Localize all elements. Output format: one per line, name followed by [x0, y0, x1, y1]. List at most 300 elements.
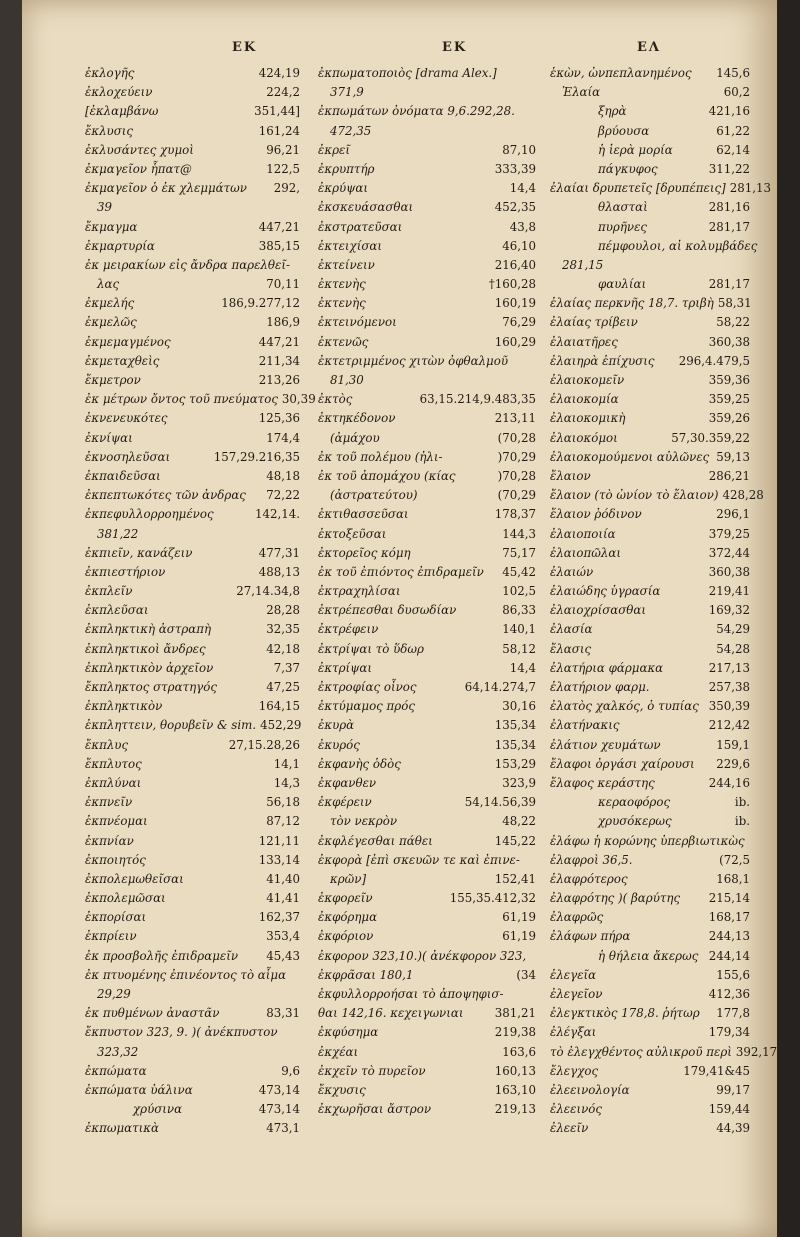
- index-entry: [85, 122, 300, 141]
- index-entry: [318, 390, 536, 409]
- entry-reference: 63,15.214,9.483,35: [419, 392, 536, 407]
- entry-term: ἐκπιεστήριον: [85, 564, 166, 579]
- entry-term: πάγκυφος: [598, 161, 658, 176]
- entry-term: πυρῆνες: [598, 219, 648, 234]
- entry-reference: )70,29: [497, 449, 536, 464]
- index-entry: [550, 947, 750, 966]
- entry-reference: 14,3: [273, 775, 300, 790]
- entry-term: ἐκσκευάσασθαι: [318, 200, 414, 215]
- index-entry: [550, 467, 750, 486]
- entry-term: ἐκπληκτικὴ ἀστραπὴ: [85, 622, 212, 637]
- entry-term: ἐλαφροὶ 36,5.: [550, 852, 633, 867]
- index-entry: [318, 678, 536, 697]
- index-entry: [318, 870, 536, 889]
- entry-term: ἐκπληττειν, θορυβεῖν & sim.: [85, 718, 257, 733]
- entry-reference: (72,5: [719, 852, 750, 867]
- index-entry: [85, 755, 300, 774]
- entry-reference: 145,22: [494, 833, 536, 848]
- entry-reference: 381,21: [494, 1006, 536, 1021]
- entry-term: ἐλάφω ἡ κορώνης ὑπερβιωτικὼς: [550, 833, 745, 848]
- index-entry: [318, 448, 536, 467]
- entry-reference: 473,14: [258, 1082, 300, 1097]
- entry-reference: 58,31: [717, 296, 752, 311]
- entry-term: ἐκτηκέδονον: [318, 411, 396, 426]
- entry-term: ἐκφυλλορροήσαι τὸ ἀποψηφισ-: [318, 987, 504, 1001]
- entry-reference: 351,44]: [254, 104, 300, 119]
- index-entry: [318, 601, 536, 620]
- index-entry: [318, 1023, 536, 1042]
- entry-term: λας: [97, 277, 120, 292]
- index-entry: [85, 620, 300, 639]
- entry-term: ἐκρύψαι: [318, 181, 369, 196]
- index-entry: [318, 352, 536, 371]
- entry-reference: 159,44: [708, 1102, 750, 1117]
- index-entry: [85, 563, 300, 582]
- entry-reference: (34: [516, 967, 536, 982]
- entry-term: ἐκμελής: [85, 296, 135, 311]
- entry-reference: 145,6: [716, 66, 750, 80]
- entry-reference: 160,29: [494, 334, 536, 349]
- entry-reference: )70,28: [497, 468, 536, 483]
- index-entry: [85, 525, 300, 544]
- entry-term: ἐκφόρημα: [318, 910, 378, 925]
- index-entry: [318, 1004, 536, 1023]
- index-entry: [550, 908, 750, 927]
- entry-term: ἔλαφοι ὀργάσι χαίρουσι: [550, 756, 695, 771]
- index-entry: [550, 179, 771, 198]
- entry-reference: 296,1: [716, 507, 750, 522]
- entry-term: ἐκτραχηλίσαι: [318, 584, 401, 599]
- entry-term: ἐκτρέφειν: [318, 622, 379, 637]
- entry-term: ἐλαιοκομούμενοι αὐλῶνες: [550, 449, 710, 464]
- entry-term: ἐκτορεῖος κόμη: [318, 545, 411, 560]
- index-entry: [85, 390, 316, 409]
- entry-term: ἐκπωματικὰ: [85, 1121, 159, 1136]
- index-entry: [550, 294, 750, 313]
- index-entry: [318, 620, 536, 639]
- index-entry: [85, 1023, 300, 1042]
- index-entry: [85, 659, 300, 678]
- entry-reference: 160,19: [494, 296, 536, 311]
- entry-reference: 159,1: [716, 737, 750, 752]
- entry-reference: 213,11: [494, 411, 536, 426]
- entry-term: ἐκμαγεῖον ἧπατ@: [85, 161, 192, 176]
- entry-term: (ἀστρατεύτου): [330, 488, 418, 503]
- index-entry: [318, 83, 536, 102]
- entry-reference: 121,11: [258, 833, 300, 848]
- entry-term: ἐλαιοκομικὴ: [550, 411, 626, 426]
- index-entry: [85, 697, 300, 716]
- entry-term: ἐκπώματα ὑάλινα: [85, 1082, 193, 1097]
- entry-reference: 168,1: [716, 871, 750, 886]
- entry-reference: 311,22: [708, 161, 750, 176]
- entry-term: ἔκλυσις: [85, 123, 133, 138]
- entry-term: ἐκφλέγεσθαι πάθει: [318, 833, 433, 848]
- entry-reference: 163,6: [502, 1044, 536, 1059]
- entry-term: ἐκνίψαι: [85, 430, 133, 445]
- entry-term: ἐκπληκτικὸν: [85, 699, 163, 714]
- entry-reference: 76,29: [502, 315, 536, 330]
- entry-reference: 244,13: [708, 929, 750, 944]
- entry-reference: 473,1: [266, 1121, 300, 1136]
- entry-term: ἐλεεινολογία: [550, 1082, 630, 1097]
- entry-reference: 219,13: [494, 1102, 536, 1117]
- entry-term: [ἐκλαμβάνω: [85, 104, 159, 119]
- entry-reference: 32,35: [266, 622, 300, 637]
- index-entry: [85, 966, 300, 985]
- entry-reference: 57,30.359,22: [671, 430, 750, 445]
- index-entry: [85, 371, 300, 390]
- entry-reference: 153,29: [494, 756, 536, 771]
- entry-reference: 54,28: [716, 641, 750, 656]
- entry-term: ἐλαίας περκνῆς 18,7. τριβὴ: [550, 296, 714, 311]
- index-entry: [550, 429, 750, 448]
- index-entry: [85, 774, 300, 793]
- index-entry: [318, 793, 536, 812]
- entry-term: ἐκφύσημα: [318, 1025, 379, 1040]
- entry-term: ἐκτὸς: [318, 392, 353, 407]
- entry-term: ἐκ πτυομένης ἐπινέοντος τὸ αἷμα: [85, 967, 287, 982]
- entry-reference: 244,14: [708, 948, 750, 963]
- index-entry: [550, 774, 750, 793]
- entry-reference: 56,18: [266, 795, 300, 810]
- index-entry: [550, 620, 750, 639]
- entry-term: ἐκπνεῖν: [85, 795, 133, 810]
- entry-reference: 48,18: [266, 468, 300, 483]
- entry-term: ἐκτροφίας οἶνος: [318, 680, 417, 694]
- index-entry: [318, 333, 536, 352]
- entry-reference: 47,25: [266, 680, 300, 694]
- entry-term: ἐκπωματοποιὸς [drama Alex.]: [318, 66, 497, 80]
- index-entry: [550, 601, 750, 620]
- entry-term: ἐκλυσάντες χυμοὶ: [85, 142, 194, 157]
- index-entry: [85, 812, 300, 831]
- index-entry: [85, 870, 300, 889]
- entry-reference: 122,5: [266, 161, 300, 176]
- entry-reference: 125,36: [258, 411, 300, 426]
- index-entry: [550, 736, 750, 755]
- entry-reference: 144,3: [502, 526, 536, 541]
- book-spine: [777, 0, 800, 1237]
- index-entry: [85, 678, 300, 697]
- entry-reference: 43,8: [509, 219, 536, 234]
- index-entry: [550, 333, 750, 352]
- index-entry: [85, 1119, 300, 1138]
- index-entry: [550, 141, 750, 160]
- entry-term: ἔκπλυτος: [85, 756, 142, 771]
- index-entry: [318, 486, 536, 505]
- entry-term: ἔκμετρον: [85, 373, 141, 387]
- entry-term: ἐκ μειρακίων εἰς ἄνδρα παρελθεῖ-: [85, 257, 290, 272]
- entry-term: χρυσόκερως: [598, 814, 672, 829]
- entry-term: ἐλαφρότης )( βαρύτης: [550, 891, 681, 906]
- entry-reference: 229,6: [716, 756, 750, 771]
- entry-term: ἐκμαγεῖον ὁ ἐκ χλεμμάτων: [85, 181, 247, 196]
- entry-term: ἐκνενευκότες: [85, 411, 168, 426]
- entry-term: ἐλάτιον χευμάτων: [550, 737, 661, 752]
- middle-column-header: EK: [442, 40, 468, 55]
- entry-term: ἐλαιοκομεῖν: [550, 373, 625, 387]
- entry-term: ἔλαφος κεράστης: [550, 775, 655, 790]
- index-entry: [85, 409, 300, 428]
- entry-term: ἔλαιον (τὸ ὠνίον τὸ ἔλαιον): [550, 488, 719, 503]
- index-entry: [318, 313, 536, 332]
- index-entry: [550, 659, 750, 678]
- entry-reference: 447,21: [258, 219, 300, 234]
- index-entry: [85, 218, 300, 237]
- entry-term: ἔλαιον ῥόδινον: [550, 507, 642, 522]
- index-entry: [318, 908, 536, 927]
- entry-reference: ib.: [734, 795, 750, 810]
- entry-term: ἐκυρὰ: [318, 718, 355, 733]
- entry-reference: 41,41: [266, 891, 300, 906]
- entry-term: ἐλασία: [550, 622, 593, 637]
- entry-reference: 160,13: [494, 1063, 536, 1078]
- entry-reference: 217,13: [708, 660, 750, 675]
- index-entry: [85, 352, 300, 371]
- index-column-right: [550, 64, 778, 1139]
- index-entry: [550, 237, 758, 256]
- entry-term: θλασταὶ: [598, 200, 648, 215]
- entry-term: ἐκμαρτυρία: [85, 238, 155, 253]
- entry-term: ἐκ μέτρων ὄντος τοῦ πνεύματος: [85, 392, 278, 407]
- index-entry: [550, 218, 750, 237]
- index-entry: [85, 141, 300, 160]
- entry-reference: 61,19: [502, 929, 536, 944]
- index-entry: [550, 525, 750, 544]
- entry-term: ἐκπληκτικοὶ ἄνδρες: [85, 641, 206, 656]
- entry-reference: 44,39: [716, 1121, 750, 1136]
- entry-reference: 385,15: [258, 238, 300, 253]
- entry-term: ἐκτενὴς: [318, 277, 366, 292]
- entry-reference: 70,11: [266, 277, 300, 292]
- entry-term: ἐλεεινός: [550, 1102, 602, 1117]
- entry-reference: 447,21: [258, 334, 300, 349]
- index-entry: [85, 889, 300, 908]
- index-entry: [318, 256, 536, 275]
- index-entry: [318, 505, 536, 524]
- entry-term: πέμφουλοι, αἱ κολυμβάδες: [598, 238, 758, 253]
- entry-reference: 392,17: [735, 1044, 778, 1059]
- entry-reference: 360,38: [708, 334, 750, 349]
- index-entry: [550, 716, 750, 735]
- index-entry: [85, 736, 300, 755]
- index-entry: [550, 371, 750, 390]
- left-column-header: EK: [232, 40, 258, 55]
- index-entry: [550, 1023, 750, 1042]
- index-entry: [318, 525, 536, 544]
- index-entry: [550, 122, 750, 141]
- entry-reference: 219,38: [494, 1025, 536, 1040]
- entry-reference: 488,13: [258, 564, 300, 579]
- entry-term: 29,29: [97, 987, 131, 1001]
- entry-term: ἐκπληκτικὸν ἀρχεῖον: [85, 660, 214, 675]
- entry-term: ἐκπεφυλλορροημένος: [85, 507, 214, 522]
- entry-reference: 216,40: [494, 257, 536, 272]
- index-entry: [318, 371, 536, 390]
- index-entry: [85, 275, 300, 294]
- entry-term: 381,22: [97, 526, 139, 541]
- entry-term: ἐκφορὰ [ἐπὶ σκευῶν τε καὶ ἐπινε-: [318, 852, 520, 867]
- entry-reference: 186,9.277,12: [221, 296, 300, 311]
- index-entry: [318, 1081, 536, 1100]
- index-entry: [550, 1100, 750, 1119]
- index-entry: [550, 812, 750, 831]
- index-entry: [550, 927, 750, 946]
- entry-term: ἐκτοξεῦσαι: [318, 526, 387, 541]
- right-column-header: EΛ: [637, 40, 661, 55]
- entry-reference: 359,36: [708, 373, 750, 387]
- entry-term: ἐκπορίσαι: [85, 910, 147, 925]
- index-entry: [550, 755, 750, 774]
- entry-reference: 61,19: [502, 910, 536, 925]
- index-entry: [318, 467, 536, 486]
- entry-term: ἐκμελῶς: [85, 315, 137, 330]
- entry-term: ἐκπεπτωκότες τῶν ἀνδρας: [85, 488, 246, 503]
- index-entry: [550, 102, 750, 121]
- index-entry: [318, 716, 536, 735]
- index-entry: [318, 237, 536, 256]
- entry-reference: 14,4: [509, 660, 536, 675]
- entry-term: ἐκ τοῦ πολέμου (ἠλι-: [318, 449, 443, 464]
- entry-term: ἔκχυσις: [318, 1082, 366, 1097]
- index-entry: [550, 352, 750, 371]
- entry-reference: 60,2: [723, 85, 750, 100]
- index-entry: [85, 486, 300, 505]
- entry-reference: 14,1: [273, 756, 300, 771]
- index-entry: [85, 448, 300, 467]
- entry-term: ἐκφρᾶσαι 180,1: [318, 967, 414, 982]
- index-entry: [550, 832, 750, 851]
- entry-term: ἔκπληκτος στρατηγός: [85, 680, 217, 694]
- entry-reference: 14,4: [509, 181, 536, 196]
- index-entry: [318, 1100, 536, 1119]
- index-entry: [85, 1062, 300, 1081]
- entry-term: ἐλαιατῆρες: [550, 334, 618, 349]
- entry-reference: 179,34: [708, 1025, 750, 1040]
- entry-term: ἐλεεῖν: [550, 1121, 589, 1136]
- entry-term: 81,30: [330, 373, 364, 387]
- entry-reference: 424,19: [258, 66, 300, 80]
- entry-term: ἐκ πυθμένων ἀναστᾶν: [85, 1006, 220, 1021]
- index-entry: [85, 1100, 300, 1119]
- index-entry: [318, 275, 536, 294]
- entry-term: ἐλεγκτικὸς 178,8. ῥήτωρ: [550, 1006, 700, 1021]
- entry-reference: 421,16: [708, 104, 750, 119]
- entry-reference: 163,10: [494, 1082, 536, 1097]
- index-entry: [85, 544, 300, 563]
- entry-reference: 87,12: [266, 814, 300, 829]
- entry-reference: 296,4.479,5: [678, 353, 750, 368]
- entry-reference: 350,39: [708, 699, 750, 714]
- index-entry: [550, 793, 750, 812]
- index-entry: [550, 1062, 750, 1081]
- entry-term: ἐκπλεῦσαι: [85, 603, 149, 618]
- index-entry: [318, 544, 536, 563]
- entry-term: ἐκπιεῖν, κανάζειν: [85, 545, 193, 560]
- index-entry: [318, 889, 536, 908]
- entry-reference: 157,29.216,35: [213, 449, 300, 464]
- entry-reference: 135,34: [494, 718, 536, 733]
- index-entry: [550, 678, 750, 697]
- index-entry: [318, 697, 536, 716]
- index-entry: [318, 985, 536, 1004]
- entry-term: ἐκφανὴς ὁδὸς: [318, 756, 401, 771]
- entry-term: ἐλαιών: [550, 564, 594, 579]
- entry-term: ἐκπολεμῶσαι: [85, 891, 166, 906]
- entry-term: ἐκφέρειν: [318, 795, 372, 810]
- index-entry: [550, 1119, 750, 1138]
- entry-term: ἐκπώματα: [85, 1063, 147, 1078]
- entry-term: ἐλαιοποιία: [550, 526, 616, 541]
- entry-reference: 257,38: [708, 680, 750, 694]
- entry-reference: 169,32: [708, 603, 750, 618]
- index-entry: [550, 409, 750, 428]
- entry-term: ἐκπαιδεῦσαι: [85, 468, 161, 483]
- index-entry: [550, 870, 750, 889]
- entry-reference: †160,28: [488, 277, 536, 292]
- entry-term: τὸν νεκρὸν: [330, 814, 397, 829]
- index-entry: [85, 601, 300, 620]
- entry-term: ἐκχέαι: [318, 1044, 359, 1059]
- index-entry: [318, 563, 536, 582]
- index-entry: [85, 908, 300, 927]
- index-entry: [318, 927, 536, 946]
- entry-reference: 96,21: [266, 142, 300, 157]
- index-column-middle: [318, 64, 536, 1119]
- entry-term: ἡ ἱερὰ μορία: [598, 142, 673, 157]
- entry-term: ἐκτείνειν: [318, 257, 375, 272]
- entry-reference: 281,13: [729, 181, 771, 196]
- entry-term: ἐκπνίαν: [85, 833, 134, 848]
- entry-term: ἔλαιον: [550, 468, 591, 483]
- entry-term: ἔκπλυς: [85, 737, 129, 752]
- entry-reference: 412,36: [708, 987, 750, 1001]
- entry-reference: 177,8: [716, 1006, 750, 1021]
- entry-term: ἐκχωρῆσαι ἄστρον: [318, 1102, 431, 1117]
- index-entry: [318, 218, 536, 237]
- entry-reference: 333,39: [494, 161, 536, 176]
- entry-term: ἐκχεῖν τὸ πυρεῖον: [318, 1063, 426, 1078]
- index-entry: [318, 832, 536, 851]
- entry-term: ἐκτενὴς: [318, 296, 366, 311]
- index-entry: [85, 1043, 300, 1062]
- entry-term: φαυλίαι: [598, 277, 647, 292]
- entry-term: ἐλατήριον φαρμ.: [550, 680, 650, 694]
- index-entry: [318, 947, 536, 966]
- entry-term: ἔλασις: [550, 641, 592, 656]
- entry-reference: 62,14: [716, 142, 750, 157]
- entry-term: ἡ θήλεια ἄκερως: [598, 948, 699, 963]
- index-entry: [318, 755, 536, 774]
- entry-term: ἐκτρίψαι τὸ ὕδωρ: [318, 641, 424, 656]
- entry-reference: 379,25: [708, 526, 750, 541]
- entry-reference: 45,43: [266, 948, 300, 963]
- entry-reference: 477,31: [258, 545, 300, 560]
- entry-reference: 211,34: [258, 353, 300, 368]
- index-entry: [318, 659, 536, 678]
- entry-reference: 7,37: [273, 660, 300, 675]
- index-entry: [85, 333, 300, 352]
- index-entry: [85, 83, 300, 102]
- index-entry: [550, 640, 750, 659]
- index-entry: [85, 793, 300, 812]
- entry-reference: 30,39: [281, 392, 316, 407]
- entry-term: ἐλαιηρὰ ἐπίχυσις: [550, 353, 655, 368]
- index-entry: [85, 313, 300, 332]
- index-entry: [550, 563, 750, 582]
- entry-reference: 179,41&45: [683, 1063, 750, 1078]
